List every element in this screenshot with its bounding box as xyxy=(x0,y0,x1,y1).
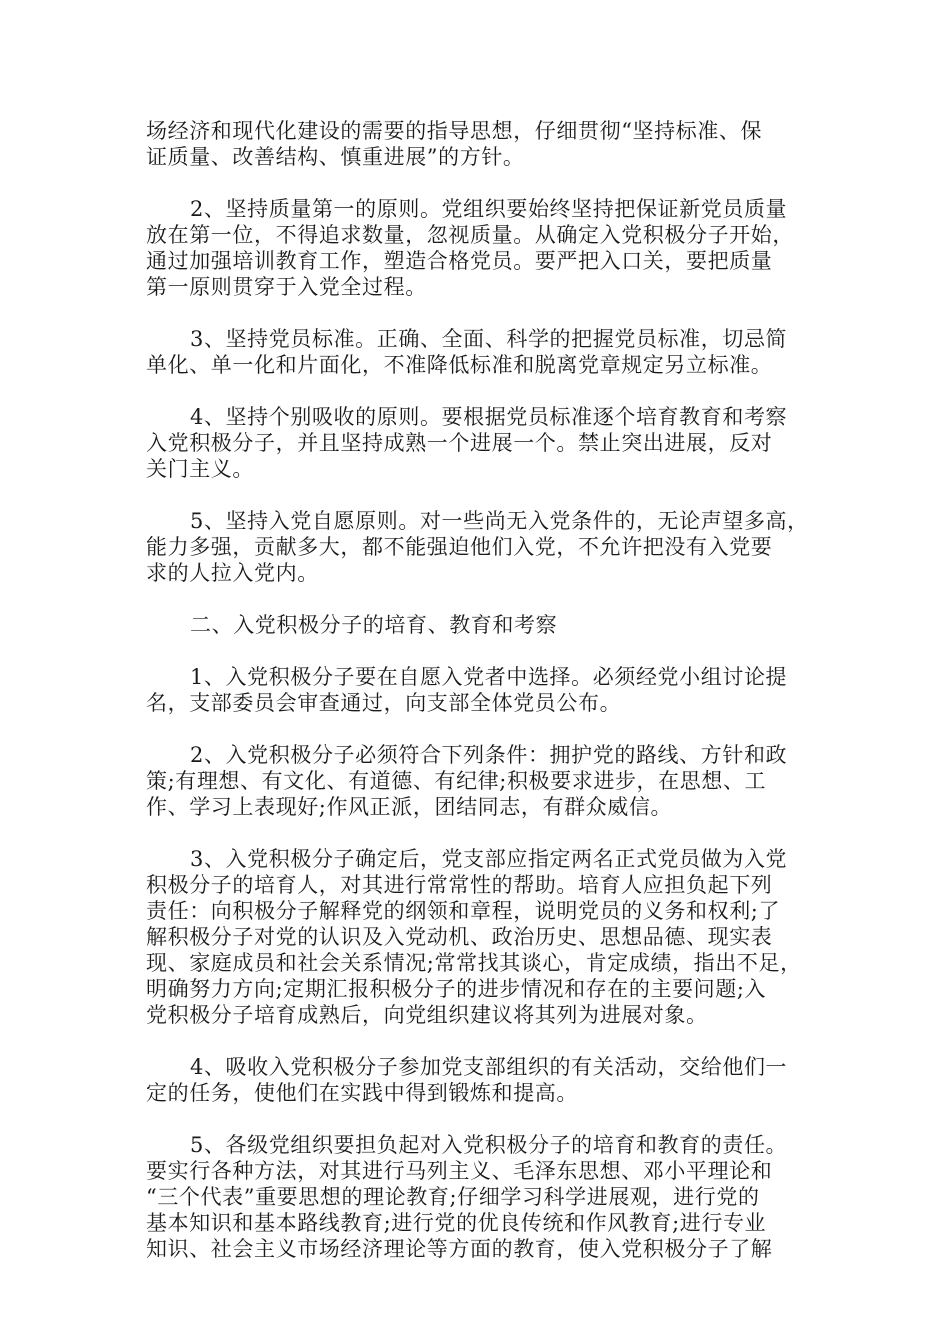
text-line: 通过加强培训教育工作，塑造合格党员。要严把入口关，要把质量 xyxy=(146,249,773,273)
text-line: 4、吸收入党积极分子参加党支部组织的有关活动，交给他们一 xyxy=(190,1055,788,1079)
text-line: 2、入党积极分子必须符合下列条件：拥护党的路线、方针和政 xyxy=(190,743,788,767)
text-line: 解积极分子对党的认识及入党动机、政治历史、思想品德、现实表 xyxy=(146,925,773,949)
text-line: 积极分子的培育人，对其进行常常性的帮助。培育人应担负起下列 xyxy=(146,873,773,897)
paragraph xyxy=(146,664,826,716)
text-line: 证质量、改善结构、慎重进展”的方针。 xyxy=(146,145,525,169)
document-body xyxy=(146,118,826,1288)
text-line: 求的人拉入党内。 xyxy=(146,561,319,585)
section-heading xyxy=(146,612,826,638)
text-line: 第一原则贯穿于入党全过程。 xyxy=(146,275,427,299)
text-line: 二、入党积极分子的培育、教育和考察 xyxy=(190,613,558,637)
text-line: 5、坚持入党自愿原则。对一些尚无入党条件的，无论声望多高， xyxy=(190,509,809,533)
text-line: 责任：向积极分子解释党的纲领和章程，说明党员的义务和权利;了 xyxy=(146,899,781,923)
paragraph xyxy=(146,846,826,1028)
text-line: 3、入党积极分子确定后，党支部应指定两名正式党员做为入党 xyxy=(190,847,788,871)
text-line: 放在第一位，不得追求数量，忽视质量。从确定入党积极分子开始， xyxy=(146,223,794,247)
paragraph xyxy=(146,118,826,170)
text-line: 现、家庭成员和社会关系情况;常常找其谈心，肯定成绩，指出不足， xyxy=(146,951,802,975)
text-line: 作、学习上表现好;作风正派，团结同志，有群众威信。 xyxy=(146,795,673,819)
text-line: 策;有理想、有文化、有道德、有纪律;积极要求进步，在思想、工 xyxy=(146,769,767,793)
text-line: “三个代表”重要思想的理论教育;仔细学习科学进展观，进行党的 xyxy=(146,1185,760,1209)
text-line: 明确努力方向;定期汇报积极分子的进步情况和存在的主要问题;入 xyxy=(146,977,767,1001)
paragraph xyxy=(146,742,826,820)
text-line: 知识、社会主义市场经济理论等方面的教育，使入党积极分子了解 xyxy=(146,1237,773,1261)
text-line: 单化、单一化和片面化，不准降低标准和脱离党章规定另立标准。 xyxy=(146,353,773,377)
paragraph xyxy=(146,196,826,300)
text-line: 要实行各种方法，对其进行马列主义、毛泽东思想、邓小平理论和 xyxy=(146,1159,773,1183)
text-line: 5、各级党组织要担负起对入党积极分子的培育和教育的责任。 xyxy=(190,1133,788,1157)
paragraph xyxy=(146,1054,826,1106)
text-line: 4、坚持个别吸收的原则。要根据党员标准逐个培育教育和考察 xyxy=(190,405,788,429)
paragraph xyxy=(146,1132,826,1262)
paragraph xyxy=(146,404,826,482)
paragraph xyxy=(146,326,826,378)
text-line: 场经济和现代化建设的需要的指导思想，仔细贯彻“坚持标准、保 xyxy=(146,119,763,143)
text-line: 基本知识和基本路线教育;进行党的优良传统和作风教育;进行专业 xyxy=(146,1211,767,1235)
text-line: 2、坚持质量第一的原则。党组织要始终坚持把保证新党员质量 xyxy=(190,197,788,221)
text-line: 入党积极分子，并且坚持成熟一个进展一个。禁止突出进展，反对 xyxy=(146,431,773,455)
text-line: 党积极分子培育成熟后，向党组织建议将其列为进展对象。 xyxy=(146,1003,708,1027)
text-line: 3、坚持党员标准。正确、全面、科学的把握党员标准，切忌简 xyxy=(190,327,788,351)
text-line: 定的任务，使他们在实践中得到锻炼和提高。 xyxy=(146,1081,578,1105)
text-line: 能力多强，贡献多大，都不能强迫他们入党，不允许把没有入党要 xyxy=(146,535,773,559)
text-line: 1、入党积极分子要在自愿入党者中选择。必须经党小组讨论提 xyxy=(190,665,788,689)
text-line: 关门主义。 xyxy=(146,457,254,481)
text-line: 名，支部委员会审查通过，向支部全体党员公布。 xyxy=(146,691,622,715)
paragraph xyxy=(146,508,826,586)
